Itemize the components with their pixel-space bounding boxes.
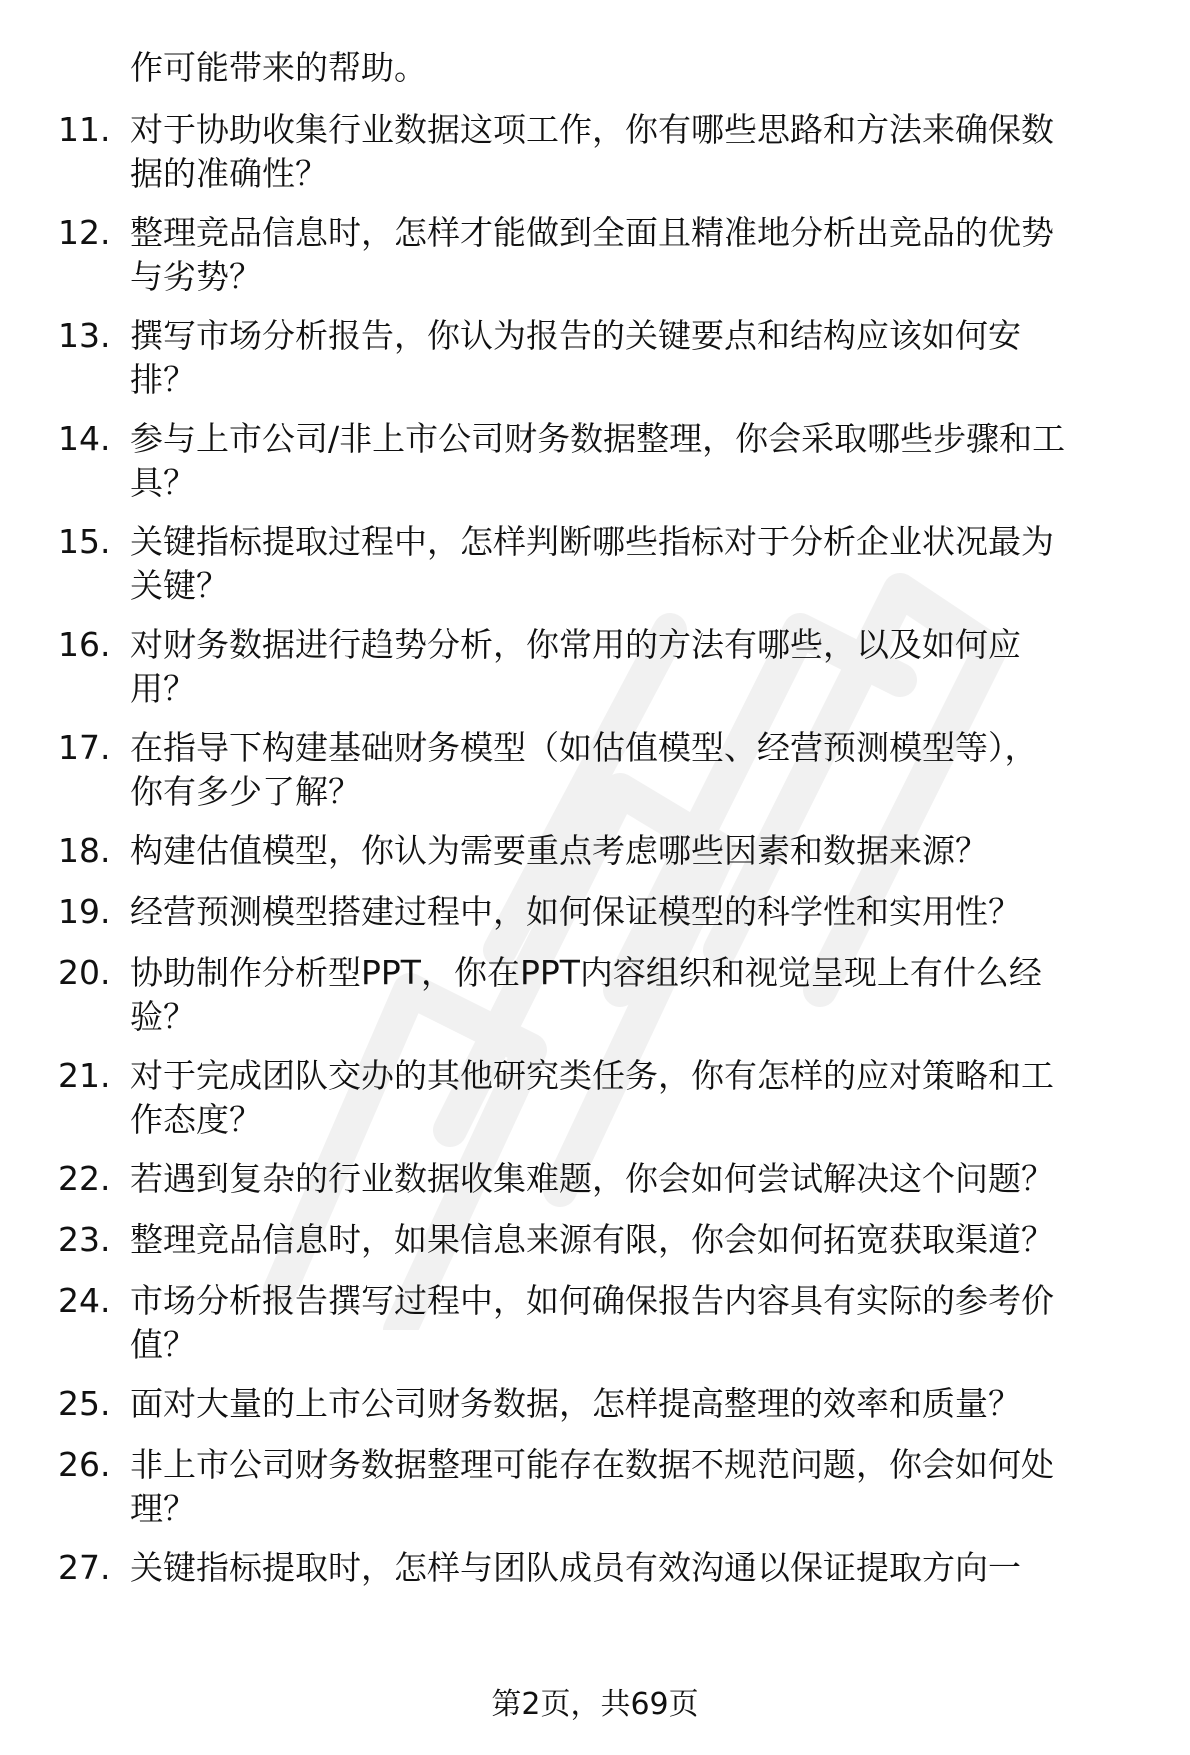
question-number: 23.	[58, 1220, 111, 1259]
question-text-line: 整理竞品信息时，如果信息来源有限，你会如何拓宽获取渠道？	[130, 1220, 1054, 1259]
question-text-line: 若遇到复杂的行业数据收集难题，你会如何尝试解决这个问题？	[130, 1159, 1054, 1198]
question-text-line: 据的准确性？	[130, 154, 328, 193]
question-text-line: 关键指标提取时，怎样与团队成员有效沟通以保证提取方向一	[130, 1548, 1021, 1587]
question-text	[130, 1382, 1160, 1426]
question-text-line: 对于完成团队交办的其他研究类任务，你有怎样的应对策略和工	[130, 1056, 1054, 1095]
question-text	[130, 417, 1160, 505]
question-text-line: 经营预测模型搭建过程中，如何保证模型的科学性和实用性？	[130, 892, 1021, 931]
question-number: 19.	[58, 892, 111, 931]
question-text-line: 你有多少了解？	[130, 772, 361, 811]
question-text-line: 值？	[130, 1325, 196, 1364]
question-text-line: 对于协助收集行业数据这项工作，你有哪些思路和方法来确保数	[130, 110, 1054, 149]
question-text	[130, 314, 1160, 402]
question-text-line: 验？	[130, 997, 196, 1036]
question-text	[130, 1443, 1160, 1531]
question-text-line: 构建估值模型，你认为需要重点考虑哪些因素和数据来源？	[130, 831, 988, 870]
question-text-line: 关键？	[130, 566, 229, 605]
question-number: 16.	[58, 625, 111, 664]
question-text	[130, 623, 1160, 711]
question-text-line: 与劣势？	[130, 257, 262, 296]
question-number: 22.	[58, 1159, 111, 1198]
question-number: 25.	[58, 1384, 111, 1423]
question-text	[130, 108, 1160, 196]
page-footer: 第2页，共69页	[491, 1687, 699, 1722]
question-text	[130, 1546, 1160, 1590]
question-text	[130, 1157, 1160, 1201]
question-text-line: 具？	[130, 463, 196, 502]
question-text	[130, 1279, 1160, 1367]
question-text	[130, 829, 1160, 873]
question-text	[130, 1218, 1160, 1262]
question-text	[130, 951, 1160, 1039]
question-text-line: 理？	[130, 1489, 196, 1528]
question-number: 14.	[58, 419, 111, 458]
question-text-line: 在指导下构建基础财务模型（如估值模型、经营预测模型等），	[130, 728, 1038, 767]
question-text-line: 非上市公司财务数据整理可能存在数据不规范问题，你会如何处	[130, 1445, 1054, 1484]
question-number: 12.	[58, 213, 111, 252]
question-text-line: 用？	[130, 669, 196, 708]
continuation-text: 作可能带来的帮助。	[130, 48, 427, 87]
question-text-line: 面对大量的上市公司财务数据，怎样提高整理的效率和质量？	[130, 1384, 1021, 1423]
question-number: 11.	[58, 110, 111, 149]
question-text	[130, 520, 1160, 608]
question-number: 18.	[58, 831, 111, 870]
question-text	[130, 726, 1160, 814]
question-text-line: 关键指标提取过程中，怎样判断哪些指标对于分析企业状况最为	[130, 522, 1054, 561]
question-text	[130, 1054, 1160, 1142]
question-number: 21.	[58, 1056, 111, 1095]
question-text-line: 撰写市场分析报告，你认为报告的关键要点和结构应该如何安	[130, 316, 1021, 355]
question-text	[130, 890, 1160, 934]
question-text-line: 参与上市公司/非上市公司财务数据整理，你会采取哪些步骤和工	[130, 419, 1066, 458]
question-number: 26.	[58, 1445, 111, 1484]
question-text-line: 对财务数据进行趋势分析，你常用的方法有哪些，以及如何应	[130, 625, 1021, 664]
question-number: 17.	[58, 728, 111, 767]
question-number: 15.	[58, 522, 111, 561]
question-text-line: 作态度？	[130, 1100, 262, 1139]
question-number: 27.	[58, 1548, 111, 1587]
question-text	[130, 211, 1160, 299]
question-text-line: 排？	[130, 360, 196, 399]
question-number: 24.	[58, 1281, 111, 1320]
question-number: 13.	[58, 316, 111, 355]
question-number: 20.	[58, 953, 111, 992]
question-text-line: 市场分析报告撰写过程中，如何确保报告内容具有实际的参考价	[130, 1281, 1054, 1320]
question-text-line: 整理竞品信息时，怎样才能做到全面且精准地分析出竞品的优势	[130, 213, 1054, 252]
question-text-line: 协助制作分析型PPT，你在PPT内容组织和视觉呈现上有什么经	[130, 953, 1042, 992]
